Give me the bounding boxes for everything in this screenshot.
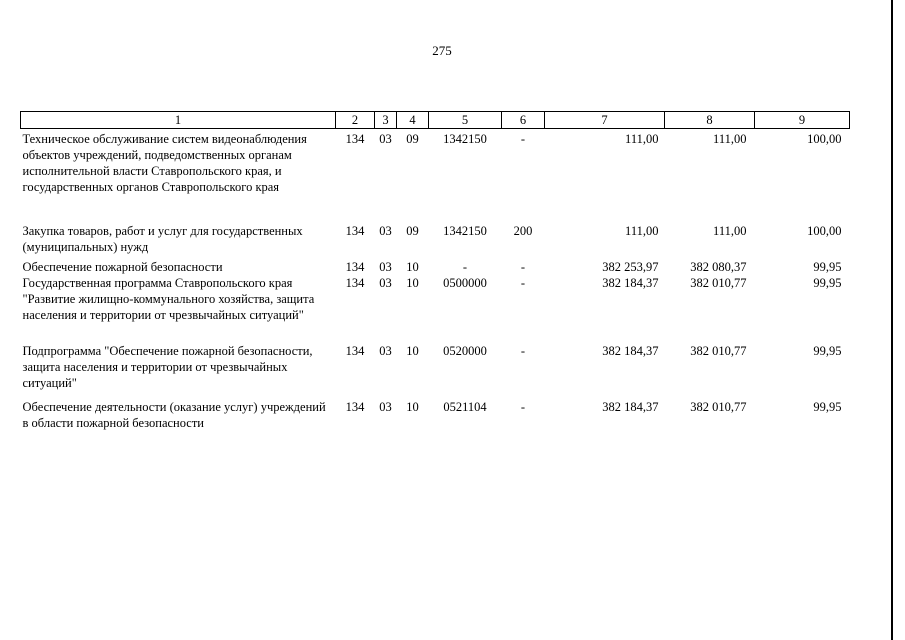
expense-type-code: - [520,344,526,358]
planned-amount: 382 184,37 [602,344,659,358]
planned-amount: 111,00 [625,224,659,238]
section-code: 03 [379,344,392,358]
column-header: 2 [336,112,375,129]
column-header: 8 [665,112,755,129]
column-header: 1 [21,112,336,129]
target-article-code: 1342150 [443,132,487,146]
target-article-code: - [462,260,468,274]
column-header: 4 [397,112,429,129]
execution-percent: 99,95 [813,400,842,414]
section-code: 03 [379,224,392,238]
section-code: 03 [379,260,392,274]
ministry-code: 134 [345,260,365,274]
execution-percent: 100,00 [807,224,842,238]
expense-type-code: - [520,276,526,290]
executed-amount: 111,00 [713,224,747,238]
ministry-code: 134 [345,132,365,146]
budget-table [20,111,850,433]
expense-type-code: - [520,400,526,414]
target-article-code: 0521104 [443,400,487,414]
subsection-code: 10 [406,260,419,274]
column-header: 3 [375,112,397,129]
row-name: Техническое обслуживание систем видеонаблюдения объектов учреждений, подведомственных органам исполнительной власти Ставропольского края, и государственных органов Ставропольского края [22,132,307,194]
planned-amount: 111,00 [625,132,659,146]
row-name: Государственная программа Ставропольского края "Развитие жилищно-коммунального хозяйства, защита населения и территории от чрезвычайных ситуаций" [22,276,315,322]
subsection-code: 10 [406,344,419,358]
execution-percent: 99,95 [813,260,842,274]
ministry-code: 134 [345,344,365,358]
executed-amount: 382 080,37 [690,260,747,274]
table-row [21,257,850,275]
target-article-code: 0520000 [443,344,487,358]
expense-type-code: - [520,260,526,274]
column-header: 5 [429,112,502,129]
table-header-row [21,112,850,129]
table-row [21,399,850,433]
column-header: 7 [545,112,665,129]
executed-amount: 382 010,77 [690,276,747,290]
target-article-code: 1342150 [443,224,487,238]
table-row [21,221,850,257]
ministry-code: 134 [345,224,365,238]
section-code: 03 [379,132,392,146]
table-row [21,275,850,341]
row-name: Обеспечение деятельности (оказание услуг) учреждений в области пожарной безопасности [22,400,326,430]
executed-amount: 111,00 [713,132,747,146]
row-name: Закупка товаров, работ и услуг для государственных (муниципальных) нужд [22,224,303,254]
planned-amount: 382 184,37 [602,276,659,290]
row-name: Подпрограмма "Обеспечение пожарной безопасности, защита населения и территории от чрезвычайных ситуаций" [22,344,313,390]
ministry-code: 134 [345,276,365,290]
planned-amount: 382 253,97 [602,260,659,274]
table-row [21,129,850,222]
target-article-code: 0500000 [443,276,487,290]
ministry-code: 134 [345,400,365,414]
table-row [21,341,850,399]
page-edge-border [891,0,893,640]
executed-amount: 382 010,77 [690,344,747,358]
subsection-code: 10 [406,400,419,414]
expense-type-code: 200 [513,224,533,238]
section-code: 03 [379,276,392,290]
section-code: 03 [379,400,392,414]
subsection-code: 09 [406,132,419,146]
subsection-code: 10 [406,276,419,290]
execution-percent: 100,00 [807,132,842,146]
execution-percent: 99,95 [813,276,842,290]
subsection-code: 09 [406,224,419,238]
page-number: 275 [432,43,452,58]
column-header: 9 [755,112,850,129]
column-header: 6 [502,112,545,129]
executed-amount: 382 010,77 [690,400,747,414]
planned-amount: 382 184,37 [602,400,659,414]
execution-percent: 99,95 [813,344,842,358]
expense-type-code: - [520,132,526,146]
row-name: Обеспечение пожарной безопасности [22,260,223,274]
